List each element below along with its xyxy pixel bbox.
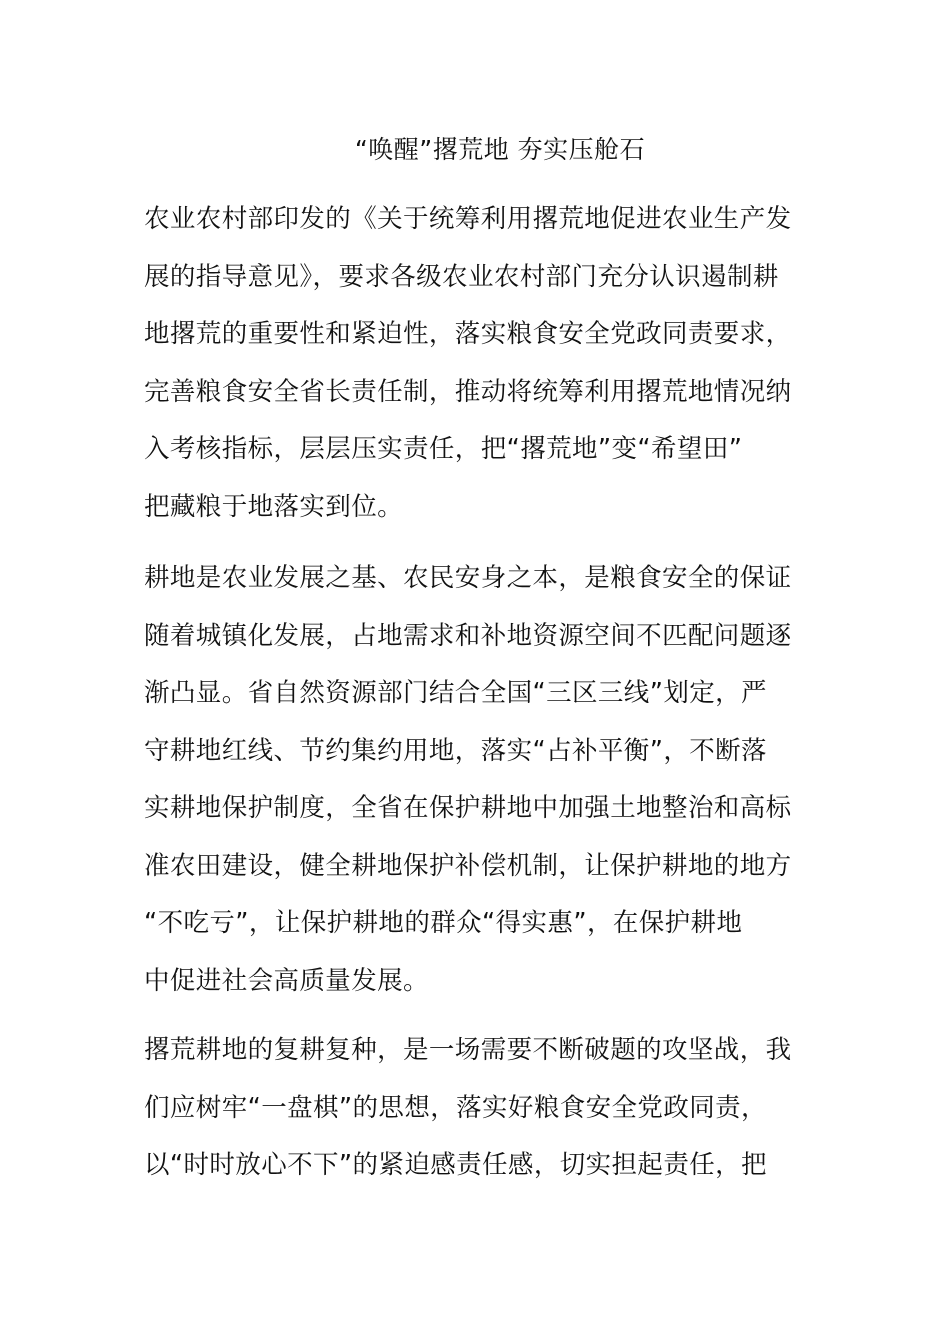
paragraph-line: 们应树牢“一盘棋”的思想，落实好粮食安全党政同责， [144, 1092, 767, 1123]
paragraph-line: 完善粮食安全省长责任制，推动将统筹利用撂荒地情况纳 [144, 376, 792, 407]
paragraph-line: 把藏粮于地落实到位。 [144, 491, 404, 522]
document-title: “唤醒”撂荒地 夯实压舱石 [354, 135, 646, 164]
paragraph-line: “不吃亏”，让保护耕地的群众“得实惠”，在保护耕地 [144, 908, 743, 938]
paragraph-3 [144, 1022, 814, 1195]
paragraph-line: 中促进社会高质量发展。 [144, 965, 429, 996]
paragraph-2 [144, 550, 814, 1010]
paragraph-line: 实耕地保护制度，全省在保护耕地中加强土地整治和高标 [144, 793, 792, 823]
paragraph-line: 随着城镇化发展，占地需求和补地资源空间不匹配问题逐 [144, 620, 792, 651]
paragraph-line: 入考核指标，层层压实责任，把“撂荒地”变“希望田” [144, 434, 743, 464]
paragraph-line: 耕地是农业发展之基、农民安身之本，是粮食安全的保证 [144, 563, 792, 593]
paragraph-line: 渐凸显。省自然资源部门结合全国“三区三线”划定，严 [144, 678, 767, 708]
paragraph-line: 展的指导意见》，要求各级农业农村部门充分认识遏制耕 [144, 261, 779, 292]
paragraph-line: 准农田建设，健全耕地保护补偿机制，让保护耕地的地方 [144, 850, 792, 881]
paragraph-line: 守耕地红线、节约集约用地，落实“占补平衡”，不断落 [144, 735, 767, 766]
paragraph-line: 以“时时放心不下”的紧迫感责任感，切实担起责任，把 [144, 1150, 767, 1180]
paragraph-line: 撂荒耕地的复耕复种，是一场需要不断破题的攻坚战，我 [144, 1035, 792, 1065]
paragraph-1 [144, 191, 814, 536]
paragraph-line: 地撂荒的重要性和紧迫性，落实粮食安全党政同责要求， [144, 319, 792, 349]
paragraph-line: 农业农村部印发的《关于统筹利用撂荒地促进农业生产发 [144, 204, 792, 234]
